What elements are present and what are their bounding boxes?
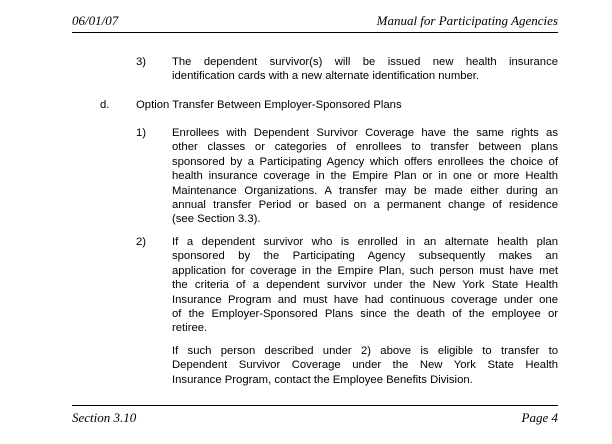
item-d2-paragraph bbox=[172, 235, 558, 336]
page-header bbox=[72, 10, 558, 33]
item-3-line: The dependent survivor(s) will be issued new health insurance bbox=[172, 56, 558, 68]
followup-line: Insurance Program, contact the Employee Benefits Division. bbox=[172, 373, 473, 386]
item-d1-line: annual transfer Period or based on a permanent change of residence bbox=[172, 199, 558, 212]
followup-line: If such person described under 2) above is eligible to transfer to bbox=[172, 345, 558, 357]
item-d2-line: the criteria of a dependent survivor under the New York State Health bbox=[172, 279, 558, 292]
item-d1-line: other classes or categories of enrollees to transfer between plans bbox=[172, 141, 558, 154]
item-d1-line: sponsored by a Participating Agency which offers enrollees the choice of bbox=[172, 155, 558, 168]
item-d2-line: If a dependent survivor who is enrolled in an alternate health plan bbox=[172, 236, 558, 248]
item-d1-line: (see Section 3.3). bbox=[172, 213, 261, 226]
item-d2-line: of the Employer-Sponsored Plans since the death of the employee or bbox=[172, 308, 558, 321]
item-d2-followup-paragraph bbox=[172, 344, 558, 387]
item-d-heading: Option Transfer Between Employer-Sponsored Plans bbox=[136, 99, 402, 111]
header-date: 06/01/07 bbox=[72, 13, 119, 28]
header-title: Manual for Participating Agencies bbox=[376, 13, 558, 28]
page-footer bbox=[72, 405, 558, 430]
item-d2-number: 2) bbox=[136, 236, 147, 248]
footer-page-number: Page 4 bbox=[521, 410, 558, 425]
item-3-number: 3) bbox=[136, 56, 147, 68]
item-d2-line: retiree. bbox=[172, 322, 208, 335]
item-d2-line: application for coverage in the Empire Plan, such person must have met bbox=[172, 264, 558, 277]
item-d1-number: 1) bbox=[136, 127, 147, 139]
item-3-line: identification cards with a new alternate identification number. bbox=[172, 70, 480, 83]
item-d1-paragraph bbox=[172, 126, 558, 227]
footer-section: Section 3.10 bbox=[72, 410, 137, 425]
item-d1-line: Maintenance Organizations. A transfer may be made either during an bbox=[172, 184, 558, 197]
item-d1-line: health insurance coverage in the Empire Plan or in one or more Health bbox=[172, 170, 558, 183]
item-d1-line: Enrollees with Dependent Survivor Coverage have the same rights as bbox=[172, 127, 558, 139]
item-3-paragraph bbox=[172, 55, 558, 84]
item-d-letter: d. bbox=[100, 99, 110, 111]
item-d2-line: sponsored by the Participating Agency subsequently makes an bbox=[172, 250, 558, 263]
item-d2-line: Insurance Program and must have had continuous coverage under one bbox=[172, 293, 558, 306]
followup-line: Dependent Survivor Coverage under the New York State Health bbox=[172, 359, 558, 372]
